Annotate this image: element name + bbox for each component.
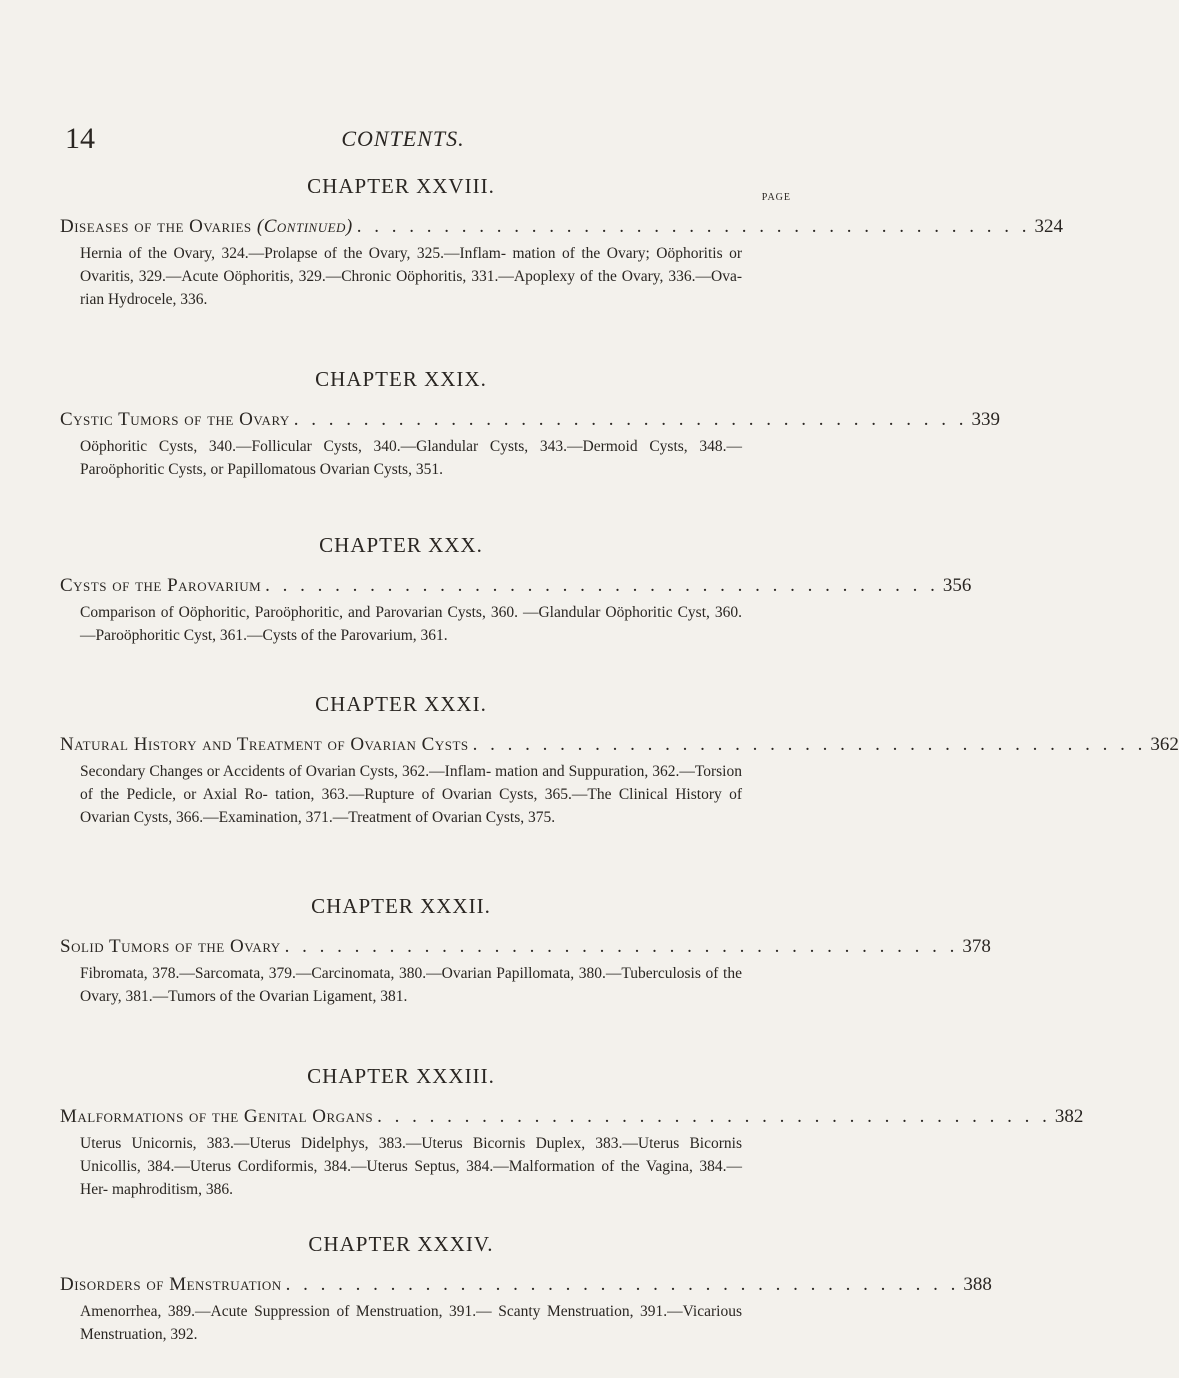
dot-leader: . . . . . . . . . . . . . . . . . . . . . . . . . . . . . . . . . . . . . . .	[293, 409, 968, 430]
dot-leader: . . . . . . . . . . . . . . . . . . . . . . . . . . . . . . . . . . . . . . .	[284, 936, 959, 957]
chapter-xxxiii	[60, 1064, 1084, 1201]
chapter-entry[interactable]	[60, 1274, 992, 1296]
chapter-xxxi	[60, 692, 1179, 829]
continued-note: (Continued)	[256, 216, 353, 237]
chapter-page: 362	[1150, 734, 1179, 755]
page-column-label: PAGE	[761, 192, 791, 203]
chapter-subject: Diseases of the Ovaries (Continued)	[60, 216, 353, 237]
chapter-description: Fibromata, 378.—Sarcomata, 379.—Carcinomata, 380.—Ovarian Papillomata, 380.—Tuberculosis of the Ovary, 381.—Tumors of the Ovarian Ligament, 381.	[80, 965, 742, 1005]
chapter-xxix	[60, 367, 1001, 481]
chapter-description: Secondary Changes or Accidents of Ovarian Cysts, 362.—Inflam- mation and Suppuration, 362.—Torsion of the Pedicle, or Axial Ro- tation, 363.—Rupture of Ovarian Cysts, 365.—The Clinical History of Ovarian Cysts, 366.—Examination, 371.—Treatment of Ovarian Cysts, 375.	[80, 763, 742, 826]
chapter-title: CHAPTER XXXI.	[315, 692, 487, 716]
chapter-subject: Malformations of the Genital Organs	[60, 1106, 374, 1127]
chapter-title: CHAPTER XXXIII.	[307, 1064, 495, 1088]
chapter-title: CHAPTER XXVIII.	[307, 174, 495, 198]
chapter-page: 378	[962, 936, 991, 957]
chapter-xxx	[60, 533, 972, 647]
dot-leader: . . . . . . . . . . . . . . . . . . . . . . . . . . . . . . . . . . . . . . .	[356, 216, 1031, 237]
chapter-entry[interactable]	[60, 1106, 1084, 1128]
chapter-description: Hernia of the Ovary, 324.—Prolapse of the Ovary, 325.—Inflam- mation of the Ovary; Oöphoritis or Ovaritis, 329.—Acute Oöphoritis, 329.—Chronic Oöphoritis, 331.—Apoplexy of the Ovary, 336.—Ova- rian Hydrocele, 336.	[80, 245, 742, 308]
dot-leader: . . . . . . . . . . . . . . . . . . . . . . . . . . . . . . . . . . . . . . .	[265, 575, 939, 596]
dot-leader: . . . . . . . . . . . . . . . . . . . . . . . . . . . . . . . . . . . . . . .	[472, 734, 1147, 755]
chapter-entry[interactable]	[60, 936, 991, 958]
chapter-entry[interactable]	[60, 409, 1001, 431]
chapter-xxxii	[60, 894, 991, 1008]
running-title: CONTENTS.	[341, 126, 465, 151]
dot-leader: . . . . . . . . . . . . . . . . . . . . . . . . . . . . . . . . . . . . . . .	[285, 1274, 960, 1295]
chapter-subject: Solid Tumors of the Ovary	[60, 936, 281, 957]
chapter-description: Oöphoritic Cysts, 340.—Follicular Cysts, 340.—Glandular Cysts, 343.—Dermoid Cysts, 348.—Paroöphoritic Cysts, or Papillomatous Ovarian Cysts, 351.	[80, 438, 742, 478]
chapter-page: 388	[963, 1274, 992, 1295]
chapter-entry[interactable]	[60, 575, 972, 597]
chapter-page: 356	[942, 575, 972, 596]
chapter-entry[interactable]	[60, 216, 1063, 238]
chapter-title: CHAPTER XXXIV.	[308, 1232, 494, 1256]
dot-leader: . . . . . . . . . . . . . . . . . . . . . . . . . . . . . . . . . . . . . . .	[377, 1106, 1051, 1127]
chapter-subject: Cystic Tumors of the Ovary	[60, 409, 290, 430]
page-number: 14	[65, 122, 95, 155]
chapter-description: Comparison of Oöphoritic, Paroöphoritic, and Parovarian Cysts, 360. —Glandular Oöphoritic Cyst, 360.—Paroöphoritic Cyst, 361.—Cysts of the Parovarium, 361.	[80, 604, 742, 644]
chapter-subject: Disorders of Menstruation	[60, 1274, 282, 1295]
chapter-subject: Natural History and Treatment of Ovarian Cysts	[60, 734, 469, 755]
chapter-description: Uterus Unicornis, 383.—Uterus Didelphys, 383.—Uterus Bicornis Duplex, 383.—Uterus Bicornis Unicollis, 384.—Uterus Cordiformis, 384.—Uterus Septus, 384.—Malformation of the Vagina, 384.—Her- maphroditism, 386.	[80, 1135, 742, 1198]
chapter-entry[interactable]	[60, 734, 1179, 756]
chapter-page: 339	[971, 409, 1001, 430]
chapter-title: CHAPTER XXIX.	[315, 367, 487, 391]
chapter-page: 324	[1034, 216, 1063, 237]
chapter-xxxiv	[60, 1232, 992, 1346]
page-header	[65, 122, 741, 166]
chapter-title: CHAPTER XXXII.	[311, 894, 491, 918]
chapter-subject: Cysts of the Parovarium	[60, 575, 262, 596]
chapter-title: CHAPTER XXX.	[319, 533, 483, 557]
chapter-description: Amenorrhea, 389.—Acute Suppression of Menstruation, 391.— Scanty Menstruation, 391.—Vicarious Menstruation, 392.	[80, 1303, 742, 1343]
chapter-page: 382	[1054, 1106, 1084, 1127]
